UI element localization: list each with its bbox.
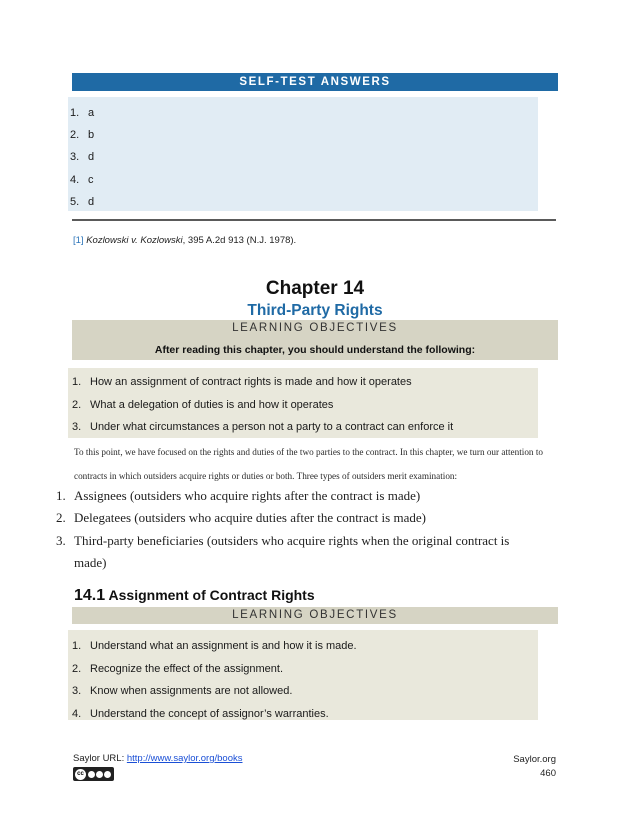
section-heading [74,587,315,605]
objective-number: 2. [72,399,82,411]
outsider-text: Assignees (outsiders who acquire rights after the contract is made) [74,488,421,503]
objective-text: Know when assignments are not allowed. [90,685,293,697]
footer-right [513,753,556,781]
answer-item [70,149,94,165]
outsider-number: 3. [56,533,66,548]
answer-value: a [88,107,95,119]
footer-url [73,753,243,764]
answer-value: b [88,129,95,141]
answer-value: c [88,174,94,186]
sa-icon [104,771,111,778]
answer-number: 5. [70,196,80,208]
objective-text: Understand the concept of assignor’s warranties. [90,708,329,720]
case-citation: , 395 A.2d 913 (N.J. 1978). [182,235,297,246]
saylor-books-link[interactable]: http://www.saylor.org/books [126,753,243,764]
objective-text: Understand what an assignment is and how it is made. [90,640,357,652]
answer-value: d [88,196,95,208]
answer-item [70,127,94,143]
objective-number: 2. [72,663,82,675]
chapter-title: Chapter 14 [265,278,365,299]
objective-item [72,374,412,390]
outsider-text: Third-party beneficiaries (outsiders who acquire rights when the original contract is made) [74,533,510,570]
answer-number: 2. [70,129,80,141]
case-name: Kozlowski v. Kozlowski [86,235,183,246]
objective-text: Under what circumstances a person not a party to a contract can enforce it [90,421,454,433]
objective-number: 4. [72,708,82,720]
learning-objectives-header-2: LEARNING OBJECTIVES [72,607,558,624]
objective-item [72,706,329,722]
objective-number: 1. [72,376,82,388]
objective-item [72,683,292,699]
objective-item [72,661,283,677]
self-test-header: SELF-TEST ANSWERS [72,73,558,91]
objective-text: Recognize the effect of the assignment. [90,663,284,675]
objective-item [72,397,333,413]
answer-value: d [88,151,95,163]
by-icon [88,771,95,778]
section-number: 14.1 [74,587,106,604]
answer-number: 1. [70,107,80,119]
creative-commons-license-icon [73,767,114,781]
outsider-item [56,485,544,507]
chapter-subtitle: Third-Party Rights [247,302,383,319]
page-number: 460 [540,768,556,779]
footnote-ref-link[interactable]: [1] [73,235,84,246]
outsider-text: Delegatees (outsiders who acquire duties after the contract is made) [74,510,426,525]
outsider-number: 1. [56,488,66,503]
answer-item [70,105,94,121]
objective-item [72,638,357,654]
outsider-item [56,507,544,529]
outsider-number: 2. [56,510,66,525]
objective-number: 1. [72,640,82,652]
learning-objectives-list [68,368,538,438]
footer-site: Saylor.org [513,754,556,765]
learning-objectives-title: LEARNING OBJECTIVES [232,322,398,334]
answer-item [70,172,94,188]
nc-icon [96,771,103,778]
outsider-item [56,530,544,574]
cc-icon: cc [75,769,86,780]
learning-objectives-header [72,320,558,360]
objective-number: 3. [72,421,82,433]
footnote [73,235,296,246]
self-test-answers-box [68,97,538,211]
objective-text: What a delegation of duties is and how it operates [90,399,334,411]
answer-number: 4. [70,174,80,186]
footer-url-label: Saylor URL: [73,753,127,764]
learning-objectives-list-2 [68,630,538,720]
intro-paragraph: To this point, we have focused on the rights and duties of the two parties to the contract. In this chapter, we turn our attention to contracts in which outsiders acquire rights or duties or both. Three types of outsiders merit examination: [74,447,543,481]
answer-item [70,194,94,210]
objective-text: How an assignment of contract rights is made and how it operates [90,376,412,388]
answer-number: 3. [70,151,80,163]
objective-number: 3. [72,685,82,697]
objective-item [72,419,453,435]
learning-objectives-intro: After reading this chapter, you should understand the following: [154,344,476,356]
section-divider [72,219,556,221]
section-title: Assignment of Contract Rights [108,587,315,603]
